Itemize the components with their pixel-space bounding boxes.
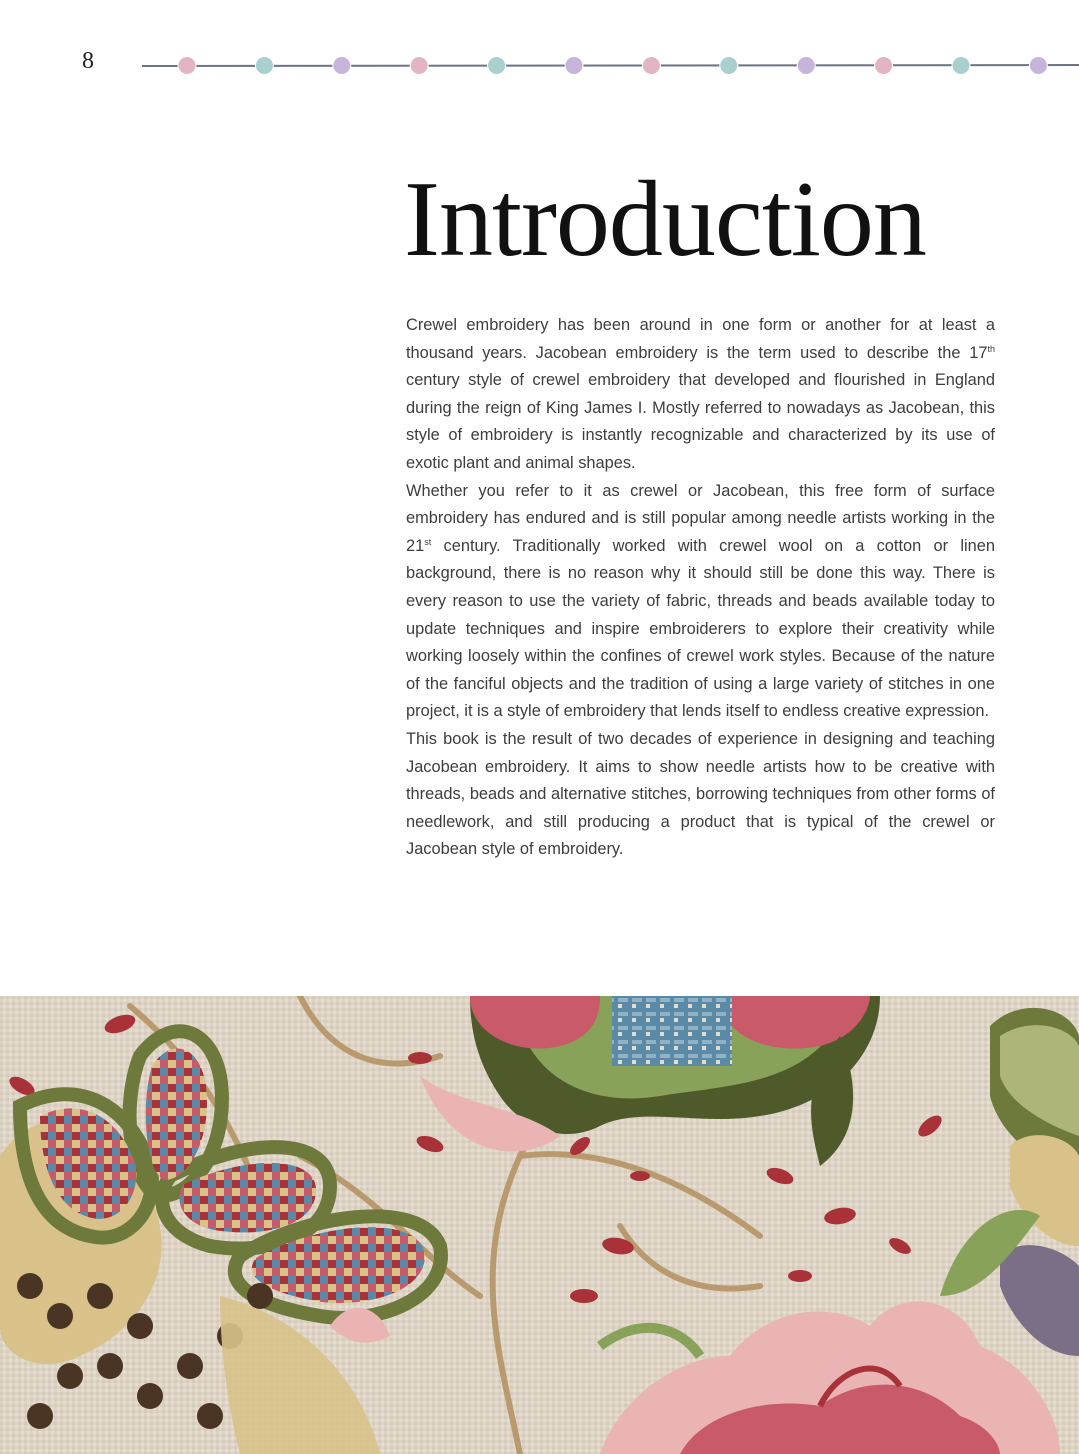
introduction-text xyxy=(406,312,995,864)
page-title: Introduction xyxy=(404,160,926,279)
bead-thread-ornament xyxy=(142,50,1079,80)
embroidery-photo xyxy=(0,996,1079,1454)
ordinal-superscript: st xyxy=(424,536,432,547)
bead xyxy=(797,57,815,75)
bead xyxy=(1029,57,1047,75)
page-number: 8 xyxy=(82,48,94,74)
paragraph-text: Crewel embroidery has been around in one form or another for at least a thousand years. Jacobean embroidery is the term used to describe the 17 xyxy=(406,316,995,362)
bead xyxy=(565,57,583,75)
paragraph xyxy=(406,726,995,864)
bead xyxy=(333,57,351,75)
bead xyxy=(255,57,273,75)
bead xyxy=(642,57,660,75)
paragraph xyxy=(406,312,995,478)
paragraph-text: Whether you refer to it as crewel or Jacobean, this free form of surface embroidery has endured and is still popular among needle artists working in the 21 xyxy=(406,481,995,555)
paragraph xyxy=(406,478,995,726)
ordinal-superscript: th xyxy=(987,343,995,354)
paragraph-text: This book is the result of two decades of experience in designing and teaching Jacobean embroidery. It aims to show needle artists how to be creative with threads, beads and alternative stitches, borrowing techniques from other forms of needlework, and still producing a product that is typical of the crewel or Jacobean style of embroidery. xyxy=(406,729,995,859)
paragraph-text: century. Traditionally worked with crewel wool on a cotton or linen background, there is no reason why it should still be done this way. There is every reason to use the variety of fabric, threads and beads available today to update techniques and inspire embroiderers to explore their creativity while working loosely within the confines of crewel work styles. Because of the nature of the fanciful objects and the tradition of using a large variety of stitches in one project, it is a style of embroidery that lends itself to endless creative expression. xyxy=(406,536,995,721)
bead xyxy=(488,57,506,75)
bead xyxy=(178,57,196,75)
paragraph-text: century style of crewel embroidery that developed and flourished in England during the reign of King James I. Mostly referred to nowadays as Jacobean, this style of embroidery is instantly recognizable and characterized by its use of exotic plant and animal shapes. xyxy=(406,371,995,472)
bead xyxy=(410,57,428,75)
bead xyxy=(952,57,970,75)
bead xyxy=(875,57,893,75)
bead xyxy=(720,57,738,75)
